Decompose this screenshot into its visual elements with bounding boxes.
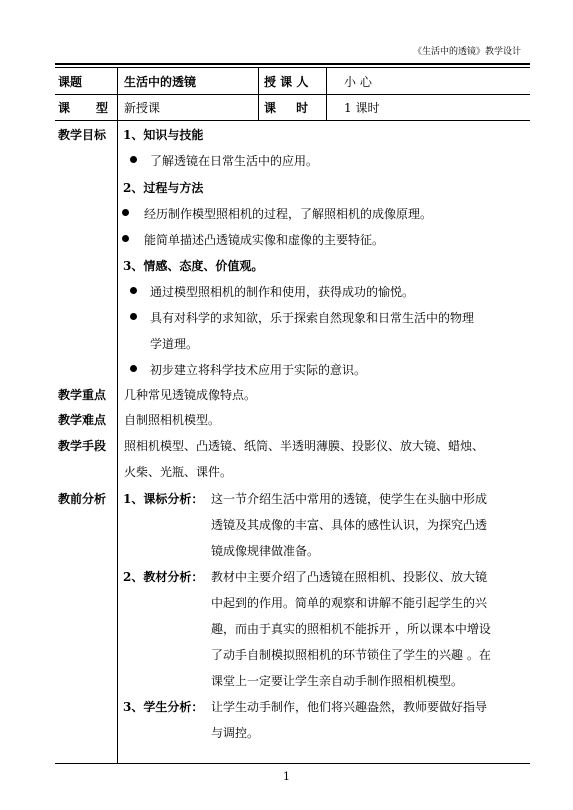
table-bottom-rule [55, 763, 530, 764]
table-row-divider [55, 120, 530, 121]
table-row-divider [55, 94, 530, 95]
goals-s2-item-2: 能简单描述凸透镜成实像和虚像的主要特征。 [144, 233, 385, 247]
analysis-2-line-2: 中起到的作用。简单的观察和讲解不能引起学生的兴 [211, 596, 488, 610]
topic-value: 生活中的透镜 [124, 75, 197, 89]
means-line-2: 火柴、光瓶、课件。 [124, 465, 233, 479]
goals-s3-item-2-line-1: 具有对科学的求知欲，乐于探索自然现象和日常生活中的物理 [150, 311, 475, 325]
analysis-1-line-2: 透镜及其成像的丰富、具体的感性认识，为探究凸透 [211, 518, 488, 532]
goals-section-2-title: 2、过程与方法 [123, 181, 204, 195]
goals-section-1-title: 1、知识与技能 [123, 128, 204, 142]
difficulty-label: 教学难点 [58, 413, 107, 427]
teacher-value: 小 心 [344, 75, 372, 89]
analysis-2-line-1: 教材中主要介绍了凸透镜在照相机、投影仪、放大镜 [211, 570, 488, 584]
goals-s2-item-1: 经历制作模型照相机的过程，了解照相机的成像原理。 [144, 207, 433, 221]
key-point-value: 几种常见透镜成像特点。 [124, 388, 257, 402]
bullet-icon [130, 313, 137, 320]
goals-s3-item-1: 通过模型照相机的制作和使用，获得成功的愉悦。 [150, 285, 415, 299]
table-label-divider [117, 68, 118, 763]
analysis-1-title: 1、课标分析： [123, 492, 204, 506]
analysis-2-line-5: 课堂上一定要让学生亲自动手制作照相机模型。 [211, 674, 464, 688]
analysis-3-line-1: 让学生动手制作，他们将兴趣盎然，教师要做好指导 [211, 700, 488, 714]
key-point-label: 教学重点 [58, 388, 107, 402]
goals-s3-item-2-line-2: 学道理。 [150, 337, 199, 351]
analysis-2-title: 2、教材分析： [123, 570, 204, 584]
type-value: 新授课 [124, 101, 161, 115]
page-header: 《生活中的透镜》教学设计 [412, 47, 521, 57]
table-top-rule-inner [55, 67, 530, 68]
bullet-icon [130, 287, 137, 294]
type-label: 课型 [58, 101, 135, 115]
bullet-icon [130, 156, 137, 163]
goals-s1-item-1: 了解透镜在日常生活中的应用。 [150, 154, 319, 168]
hours-label: 课 时 [264, 101, 317, 115]
hours-value: 1 课时 [344, 101, 380, 115]
analysis-2-line-3: 趣，而由于真实的照相机不能拆开 ，所以课本中增设 [211, 622, 491, 636]
topic-label [58, 73, 114, 90]
analysis-1-line-3: 镜成像规律做准备。 [211, 544, 320, 558]
topic-label-text: 课题 [58, 75, 83, 89]
goals-s3-item-3: 初步建立将科学技术应用于实际的意识。 [150, 363, 367, 377]
analysis-1-line-1: 这一节介绍生活中常用的透镜，使学生在头脑中形成 [211, 492, 488, 506]
analysis-3-title: 3、学生分析： [123, 700, 204, 714]
goals-label: 教学目标 [58, 128, 107, 142]
analysis-2-line-4: 了动手自制模拟照相机的环节锁住了学生的兴趣 。在 [211, 648, 491, 662]
difficulty-value: 自制照相机模型。 [124, 413, 221, 427]
table-top-rule [55, 63, 530, 65]
means-line-1: 照相机模型、凸透镜、纸筒、半透明薄膜、投影仪、放大镜、蜡烛、 [124, 439, 485, 453]
bullet-icon [122, 235, 129, 242]
teacher-label: 授 课 人 [264, 75, 309, 89]
bullet-icon [122, 209, 129, 216]
analysis-label: 教前分析 [58, 492, 107, 506]
goals-section-3-title: 3、情感、态度、价值观。 [123, 259, 264, 273]
bullet-icon [130, 365, 137, 372]
analysis-3-line-2: 与调控。 [211, 726, 260, 740]
page-number: 1 [283, 770, 290, 783]
means-label: 教学手段 [58, 439, 107, 453]
